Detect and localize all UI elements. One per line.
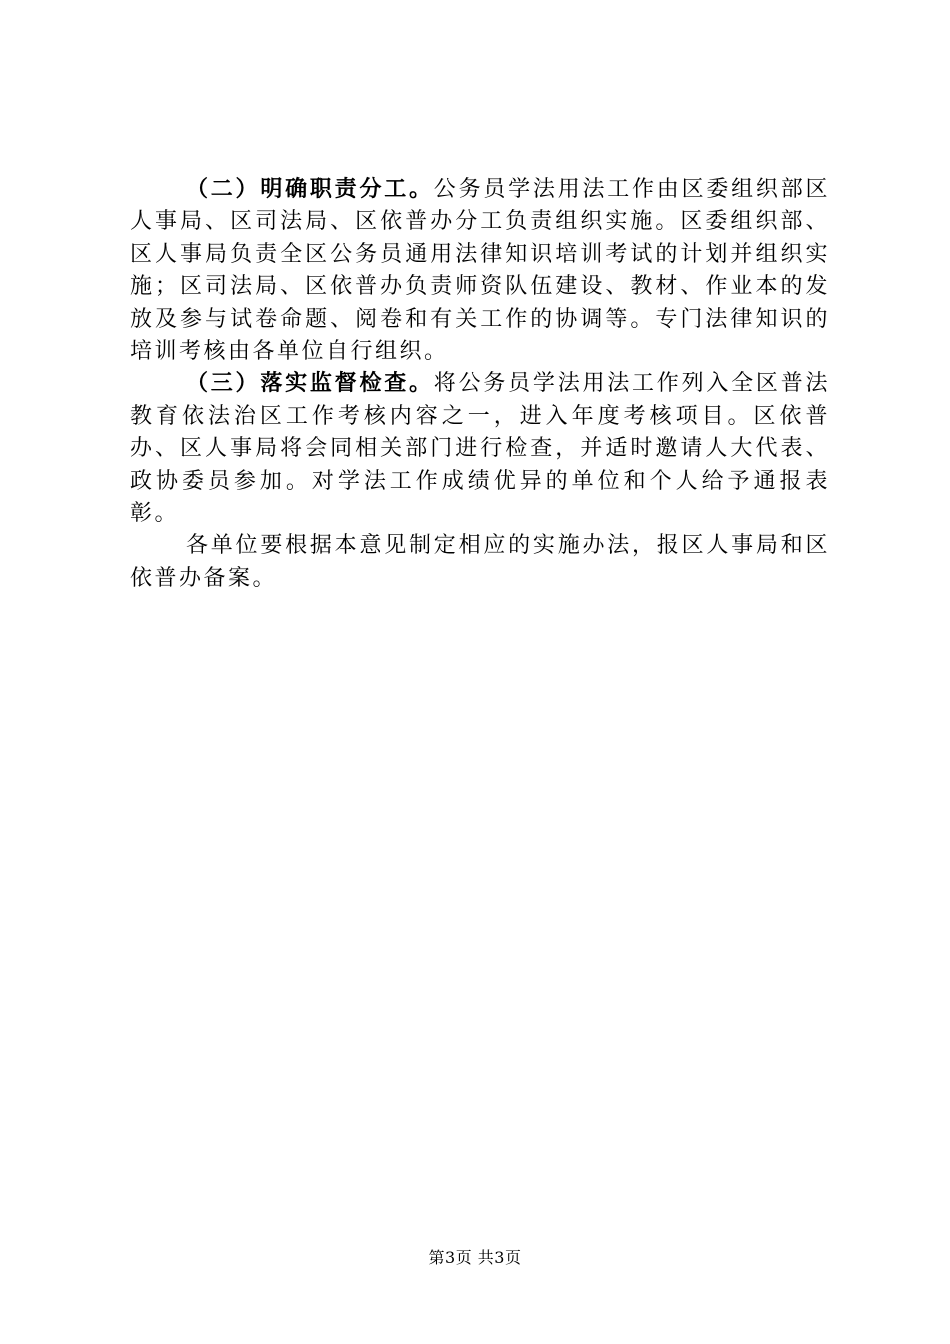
paragraph-supervision xyxy=(130,368,830,530)
paragraph-text: 各单位要根据本意见制定相应的实施办法，报区人事局和区依普办备案。 xyxy=(130,533,830,591)
paragraph-heading: （二）明确职责分工。 xyxy=(186,177,434,202)
document-body xyxy=(130,174,830,595)
page-number-footer: 第3页 共3页 xyxy=(428,1248,522,1267)
paragraph-closing xyxy=(130,530,830,595)
paragraph-heading: （三）落实监督检查。 xyxy=(186,371,434,397)
paragraph-text: 将公务员学法用法工作列入全区普法教育依法治区工作考核内容之一，进入年度考核项目。区依普办、区人事局将会同相关部门进行检查，并适时邀请人大代表、政协委员参加。对学法工作成绩优异的单位和个人给予通报表彰。 xyxy=(130,371,830,527)
paragraph-duty-division xyxy=(130,174,830,368)
paragraph-text: 公务员学法用法工作由区委组织部区人事局、区司法局、区依普办分工负责组织实施。区委组织部、区人事局负责全区公务员通用法律知识培训考试的计划并组织实施；区司法局、区依普办负责师资队伍建设、教材、作业本的发放及参与试卷命题、阅卷和有关工作的协调等。专门法律知识的培训考核由各单位自行组织。 xyxy=(130,177,830,365)
